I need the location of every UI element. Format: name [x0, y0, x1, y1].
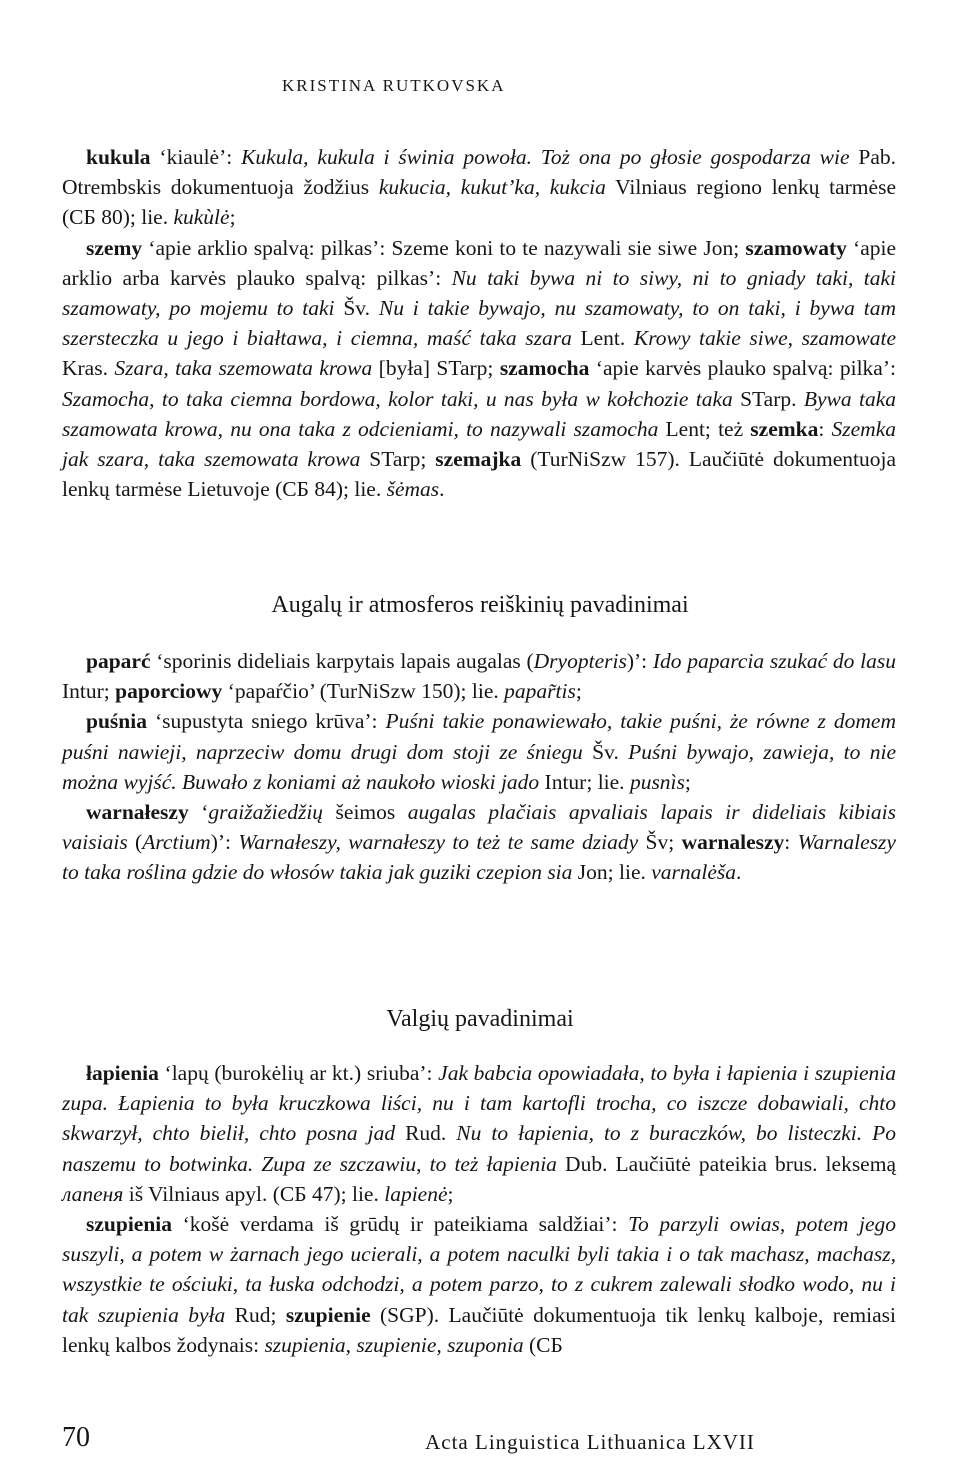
example-text: Szemka jak szara, taka szemowata krowa — [62, 416, 896, 472]
running-head: KRISTINA RUTKOVSKA — [282, 76, 506, 95]
headword: puśnia — [86, 709, 147, 734]
gloss-text: Dub. Laučiūtė pateikia brus. leksemą — [556, 1151, 896, 1176]
example-text: Nu taki bywa ni to siwy, ni to gniady taki, taki szamowaty, po mojemu to taki — [62, 265, 896, 321]
headword: paparć — [86, 649, 151, 673]
gloss-text: Šv; — [638, 830, 682, 855]
example-text: Jak babcia opowiadała, to była i łapienia i szupienia zupa. Łapienia to była kruczkowa liści, nu i tam kartofli trocha, co iszcze dobawiali, chto skwarzył, chto bielił, chto posna jad — [62, 1061, 897, 1146]
entry-paragraph — [62, 1058, 896, 1209]
gloss-text: Intur; — [62, 679, 116, 704]
journal-name: Acta Linguistica Lithuanica LXVII — [425, 1430, 755, 1454]
example-text: Nu to łapienia, to z buraczków, bo listeczki. Po naszemu to botwinka. Zupa ze szczawiu, to też łapienia — [62, 1121, 896, 1176]
gloss-text: )’: — [210, 830, 239, 855]
entry-paragraph — [62, 233, 896, 505]
example-text: augalas plačiais apvaliais lapais ir dideliais kibiais vaisiais — [62, 800, 896, 855]
entry-paragraph — [62, 706, 896, 797]
example-text: Bywa taka szamowata krowa, nu ona taka z odcieniami, to nazywali szamocha — [62, 386, 896, 441]
gloss-text: iš Vilniaus apyl. (СБ 47); lie. — [123, 1181, 385, 1206]
section-intro — [62, 142, 896, 504]
gloss-text: ; — [229, 205, 236, 230]
gloss-text: ‘sporinis dideliais karpytais lapais augalas ( — [150, 649, 534, 673]
section-food — [62, 1058, 896, 1360]
example-text: graižažiedžių — [208, 800, 324, 825]
gloss-text: )’: — [626, 649, 653, 673]
gloss-text: ‘kiaulė’: — [150, 145, 242, 169]
gloss-text: Rud. — [395, 1121, 457, 1146]
example-text: kukùlė — [173, 205, 230, 230]
gloss-text: (SGP). Laučiūtė dokumentuoja tik lenkų kalboje, remiasi lenkų kalbos žodynais: — [62, 1302, 896, 1357]
example-text: varnalėša — [651, 860, 737, 885]
gloss-text: ‘apie karvės plauko spalvą: pilka’: — [589, 356, 896, 381]
example-text: Puśni bywajo, zawieja, to nie można wyjść. Buwało z koniami aż naukoło wioski jado — [62, 739, 897, 794]
gloss-text: ; — [684, 769, 691, 794]
headword: szamocha — [499, 356, 590, 381]
entry-paragraph — [62, 1209, 896, 1360]
gloss-text: ‘ — [188, 800, 209, 825]
headword: paporciowy — [115, 679, 223, 704]
page-number: 70 — [62, 1422, 90, 1453]
example-text: Ido paparcia szukać do lasu — [652, 649, 897, 673]
entry-paragraph — [62, 797, 896, 888]
example-text: lapienė — [384, 1181, 448, 1206]
gloss-text: (TurNiSzw 157). Laučiūtė dokumentuoja lenkų tarmėse Lietuvoje (СБ 84); lie. — [62, 447, 896, 502]
example-text: šėmas — [386, 477, 440, 502]
gloss-text: . — [439, 477, 445, 502]
gloss-text: šeimos — [323, 800, 408, 825]
headword: szemka — [750, 416, 819, 441]
headword: szupienia — [86, 1212, 173, 1237]
example-text: pusnìs — [629, 769, 685, 794]
headword: szemy — [86, 235, 143, 260]
example-text: Puśni takie ponawiewało, takie puśni, że równe z domem puśni nawieji, naprzeciw domu drugi dom stoji ze śniegu — [62, 709, 897, 764]
gloss-text: : — [784, 830, 798, 855]
gloss-text: STarp. — [732, 386, 804, 411]
gloss-text: ( — [127, 830, 143, 855]
example-text: Nu i takie bywajo, nu szamowaty, to on taki, i bywa tam szersteczka u jego i białtawa, i ciemna, maść taka szara — [62, 296, 897, 351]
gloss-text: ‘apie arklio arba karvės plauko spalvą: pilkas’: — [62, 235, 896, 290]
section-heading-food: Valgių pavadinimai — [386, 1006, 574, 1032]
gloss-text: [była] STarp; — [372, 356, 500, 381]
example-text: Szamocha, to taka ciemna bordowa, kolor taki, u nas była w kołchozie taka — [62, 386, 733, 411]
gloss-text: ‘košė verdama iš grūdų ir pateikiama saldžiai’: — [172, 1212, 629, 1237]
headword: kukula — [86, 145, 151, 169]
gloss-text: Šv. — [334, 296, 379, 321]
example-text: Dryopteris — [533, 649, 627, 673]
gloss-text: Rud; — [225, 1302, 286, 1327]
headword: szamowaty — [745, 235, 847, 260]
gloss-text: ; — [447, 1181, 454, 1206]
gloss-text: Pab. Otrembskis dokumentuoja žodžius — [62, 145, 896, 200]
example-text: Szara, taka szemowata krowa — [114, 356, 373, 381]
entry-paragraph — [62, 646, 896, 706]
example-text: лапеня — [62, 1181, 124, 1206]
gloss-text: ‘lapų (burokėlių ar kt.) sriuba’: — [158, 1061, 439, 1085]
gloss-text: Šv. — [582, 739, 629, 764]
headword: łapienia — [86, 1061, 159, 1085]
headword: szemajka — [435, 447, 522, 472]
example-text: kukucia, kukut’ka, kukcia — [378, 175, 606, 200]
headword: warnaleszy — [681, 830, 785, 855]
gloss-text: Jon; lie. — [572, 860, 652, 885]
gloss-text: . — [736, 860, 742, 885]
gloss-text: Vilniaus regiono lenkų tarmėse (СБ 80); lie. — [62, 175, 896, 230]
example-text: szupienia, szupienie, szuponia — [264, 1332, 524, 1357]
gloss-text: Intur; lie. — [539, 769, 630, 794]
gloss-text: (СБ — [523, 1332, 563, 1357]
example-text: Kukula, kukula i świnia powoła. Toż ona po głosie gospodarza wie — [241, 145, 850, 169]
headword: szupienie — [285, 1302, 371, 1327]
example-text: Arctium — [142, 830, 211, 855]
example-text: Krowy takie siwe, szamowate — [633, 326, 896, 351]
entry-paragraph — [62, 142, 896, 233]
gloss-text: ‘apie arklio spalvą: pilkas’: Szeme koni to te nazywali sie siwe Jon; — [142, 235, 746, 260]
example-text: papar̃tis — [504, 679, 576, 704]
gloss-text: Lent; też — [658, 416, 751, 441]
section-heading-plants: Augalų ir atmosferos reiškinių pavadinimai — [271, 592, 689, 618]
example-text: Warnałeszy, warnałeszy to też te same dziady — [238, 830, 639, 855]
example-text: Warnaleszy to taka roślina gdzie do włosów takia jak guziki czepion sia — [62, 830, 896, 885]
headword: warnałeszy — [86, 800, 189, 825]
gloss-text: : — [818, 416, 832, 441]
gloss-text: STarp; — [360, 447, 436, 472]
gloss-text: ; — [575, 679, 582, 704]
gloss-text: Kras. — [62, 356, 115, 381]
example-text: To parzyli owias, potem jego suszyli, a potem w żarnach jego ucierali, a potem naculki byli takia i o tak machasz, machasz, wszystkie te ościuki, ta łuska odchodzi, a potem parzo, to z cukrem zalewali słodko wodo, nu i tak szupienia była — [62, 1212, 897, 1327]
gloss-text: ‘supustyta sniego krūva’: — [146, 709, 386, 734]
gloss-text: Lent. — [571, 326, 634, 351]
gloss-text: ‘papaŕčio’ (TurNiSzw 150); lie. — [222, 679, 505, 704]
section-plants — [62, 646, 896, 888]
